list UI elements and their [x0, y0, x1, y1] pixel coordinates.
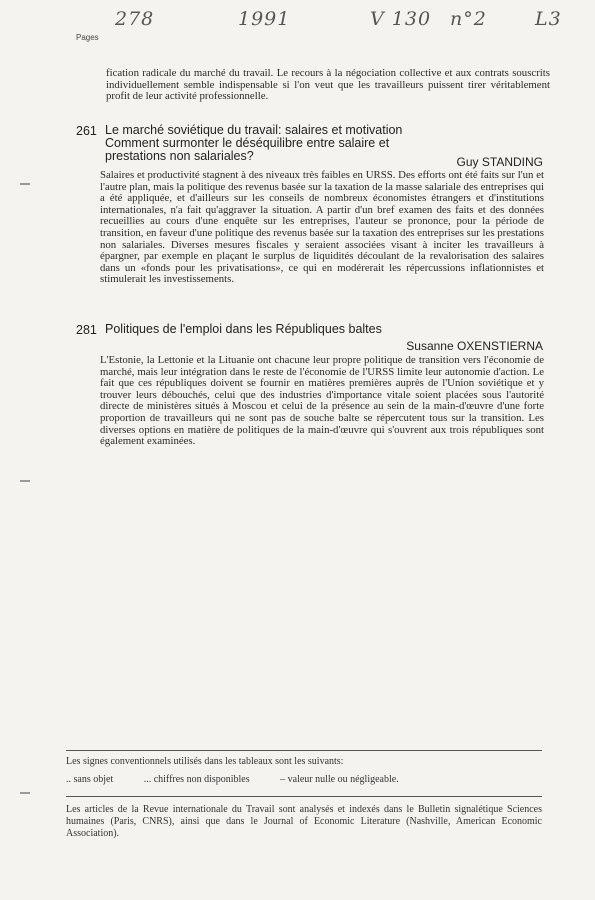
sign-item: .. sans objet — [66, 774, 114, 785]
binder-mark — [20, 183, 30, 185]
pages-label: Pages — [76, 33, 99, 42]
binder-mark — [20, 480, 30, 482]
handwritten-note: L3 — [535, 8, 562, 30]
signs-intro: Les signes conventionnels utilisés dans les tableaux sont les suivants: — [66, 756, 344, 767]
article-title: Politiques de l'emploi dans les Républiques baltes — [105, 322, 382, 336]
article-page-number: 261 — [76, 124, 97, 138]
article-abstract: L'Estonie, la Lettonie et la Lituanie ont chacune leur propre politique de transition vers l'économie de marché, mais leur intégration dans le reste de l'économie de l'URSS limite leur autonomie d'action. Le fait que ces républiques doivent se fournir en matières premières auprès de l'Union soviétique et y trouver leurs débouchés, celui que des industries d'importance vitale soient placées sous l'autorité directe de ministères situés à Moscou et celui de la présence au sein de la main-d'œuvre d'une forte proportion de travailleurs qui ne sont pas de souche balte se répercutent tous sur la transition. Les diverses options en matière de politiques de la main-d'œuvre qui s'ouvrent aux trois républiques sont également examinées. — [100, 354, 544, 448]
article-author: Susanne OXENSTIERNA — [406, 339, 543, 353]
continuation-text: fication radicale du marché du travail. Le recours à la négociation collective et aux contrats souscrits individuellement semble indispensable si l'on veut que les travailleurs puissent tirer véritablement profit de leur activité professionnelle. — [106, 67, 550, 103]
handwritten-note: n°2 — [450, 8, 487, 30]
handwritten-note: 1991 — [238, 8, 291, 30]
sign-item: – valeur nulle ou négligeable. — [280, 774, 399, 785]
indexing-note: Les articles de la Revue internationale du Travail sont analysés et indexés dans le Bulletin signalétique Sciences humaines (Paris, CNRS), ainsi que dans le Journal of Economic Literature (Nashville, American Economic Association). — [66, 804, 542, 839]
binder-mark — [20, 792, 30, 794]
article-author: Guy STANDING — [456, 155, 543, 169]
divider — [66, 750, 542, 751]
article-title: Le marché soviétique du travail: salaires et motivation Comment surmonter le déséquilibre entre salaire et prestations non salariales? — [105, 123, 403, 163]
divider — [66, 796, 542, 797]
sign-item: ... chiffres non disponibles — [143, 774, 250, 785]
article-abstract: Salaires et productivité stagnent à des niveaux très faibles en URSS. Des efforts ont été faits sur l'un et l'autre plan, mais la politique des revenus basée sur la taxation de la masse salariale des entreprises qui a été appliquée, et d'ailleurs sur les conseils de nombreux économistes étrangers et d'institutions internationales, n'a fait qu'aggraver la situation. A partir d'un bref examen des faits et des données recueillies au cours d'une enquête sur les entreprises, l'auteur se prononce, pour la période de transition, en faveur d'une politique des revenus basée sur la taxation des entreprises sur les prestations non salariales. Diverses mesures fiscales y seraient associées visant à inciter les travailleurs à épargner, par exemple en plaçant le surplus de liquidités découlant de la revalorisation des salaires dans un «fonds pour les privatisations», ce qui en modérerait les répercussions inflationnistes et stimulerait les investissements. — [100, 169, 544, 286]
article-page-number: 281 — [76, 323, 97, 337]
signs-legend — [66, 774, 542, 785]
handwritten-note: V 130 — [370, 8, 432, 30]
handwritten-note: 278 — [115, 8, 155, 30]
